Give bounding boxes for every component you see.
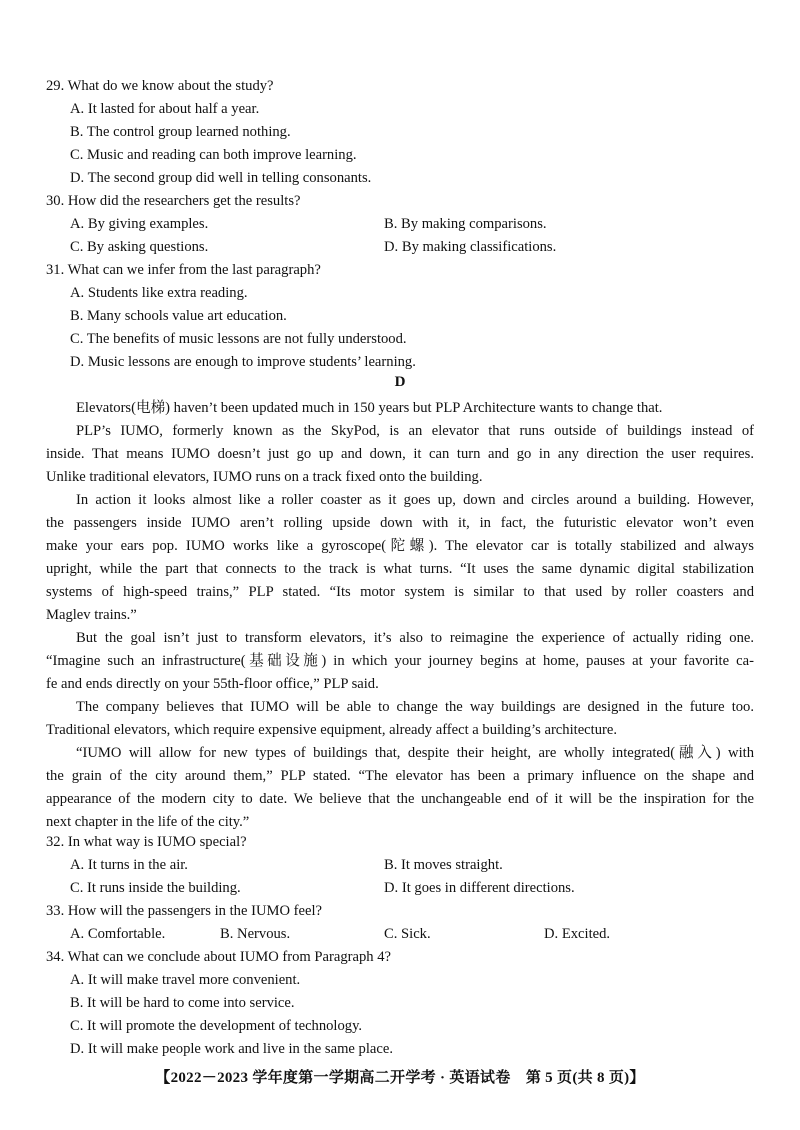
option-31a: A. Students like extra reading. (70, 285, 248, 301)
passage-line: But the goal isn’t just to transform elevators, it’s also to reimagine the experience of actually riding one. (76, 630, 754, 646)
passage-line: the passengers inside IUMO aren’t rolling upside down with it, in fact, the futuristic elevator won’t even (46, 515, 754, 531)
passage-line: The company believes that IUMO will be able to change the way buildings are designed in the future too. (76, 699, 754, 715)
passage-line: next chapter in the life of the city.” (46, 814, 250, 830)
question-stem-31: 31. What can we infer from the last paragraph? (46, 262, 321, 278)
page-footer: 【2022－2023 学年度第一学期高二开学考 · 英语试卷 第 5 页(共 8 页)】 (155, 1070, 645, 1086)
option-32b: B. It moves straight. (384, 857, 503, 873)
passage-line: appearance of the modern city to date. We believe that the unchangeable end of it will be the inspiration for the (46, 791, 754, 807)
option-31b: B. Many schools value art education. (70, 308, 287, 324)
passage-line: Traditional elevators, which require expensive equipment, already affect a building’s architecture. (46, 722, 617, 738)
question-stem-29: 29. What do we know about the study? (46, 78, 274, 94)
passage-line: the grain of the city around them,” PLP stated. “The elevator has been a primary influence on the shape and (46, 768, 754, 784)
option-30d: D. By making classifications. (384, 239, 557, 255)
option-29c: C. Music and reading can both improve learning. (70, 147, 357, 163)
option-32c: C. It runs inside the building. (70, 880, 241, 896)
passage-line: make your ears pop. IUMO works like a gyroscope(陀螺). The elevator car is totally stabilized and always (46, 538, 754, 554)
passage-line: “IUMO will allow for new types of buildings that, despite their height, are wholly integrated(融入) with (76, 745, 754, 761)
passage-line: Elevators(电梯) haven’t been updated much in 150 years but PLP Architecture wants to change that. (76, 400, 663, 416)
passage-line: systems of high-speed trains,” PLP stated. “Its motor system is similar to that used by roller coasters and (46, 584, 754, 600)
passage-line: In action it looks almost like a roller coaster as it goes up, down and circles around a building. However, (76, 492, 754, 508)
option-33c: C. Sick. (384, 926, 431, 942)
question-stem-30: 30. How did the researchers get the results? (46, 193, 301, 209)
passage-line: inside. That means IUMO doesn’t just go up and down, it can turn and go in any direction the user requires. (46, 446, 754, 462)
option-31c: C. The benefits of music lessons are not fully understood. (70, 331, 407, 347)
option-30c: C. By asking questions. (70, 239, 209, 255)
option-34c: C. It will promote the development of technology. (70, 1018, 363, 1034)
option-34d: D. It will make people work and live in the same place. (70, 1041, 393, 1057)
option-29a: A. It lasted for about half a year. (70, 101, 260, 117)
question-stem-34: 34. What can we conclude about IUMO from Paragraph 4? (46, 949, 391, 965)
option-34b: B. It will be hard to come into service. (70, 995, 295, 1011)
question-stem-33: 33. How will the passengers in the IUMO feel? (46, 903, 322, 919)
passage-line: “Imagine such an infrastructure(基础设施) in which your journey begins at home, pauses at your favorite ca- (46, 653, 754, 669)
option-30b: B. By making comparisons. (384, 216, 547, 232)
option-33d: D. Excited. (544, 926, 611, 942)
option-31d: D. Music lessons are enough to improve students’ learning. (70, 354, 416, 370)
option-29b: B. The control group learned nothing. (70, 124, 291, 140)
passage-line: PLP’s IUMO, formerly known as the SkyPod, is an elevator that runs outside of buildings instead of (76, 423, 754, 439)
option-33a: A. Comfortable. (70, 926, 166, 942)
passage-line: fe and ends directly on your 55th-floor office,” PLP said. (46, 676, 379, 692)
option-32d: D. It goes in different directions. (384, 880, 575, 896)
passage-line: upright, while the part that connects to the track is what turns. “It uses the same dynamic digital stabilization (46, 561, 754, 577)
option-30a: A. By giving examples. (70, 216, 209, 232)
option-34a: A. It will make travel more convenient. (70, 972, 301, 988)
option-33b: B. Nervous. (220, 926, 291, 942)
section-heading: D (394, 374, 406, 390)
option-32a: A. It turns in the air. (70, 857, 188, 873)
option-29d: D. The second group did well in telling consonants. (70, 170, 372, 186)
passage-line: Unlike traditional elevators, IUMO runs on a track fixed onto the building. (46, 469, 483, 485)
passage-line: Maglev trains.” (46, 607, 137, 623)
question-stem-32: 32. In what way is IUMO special? (46, 834, 247, 850)
